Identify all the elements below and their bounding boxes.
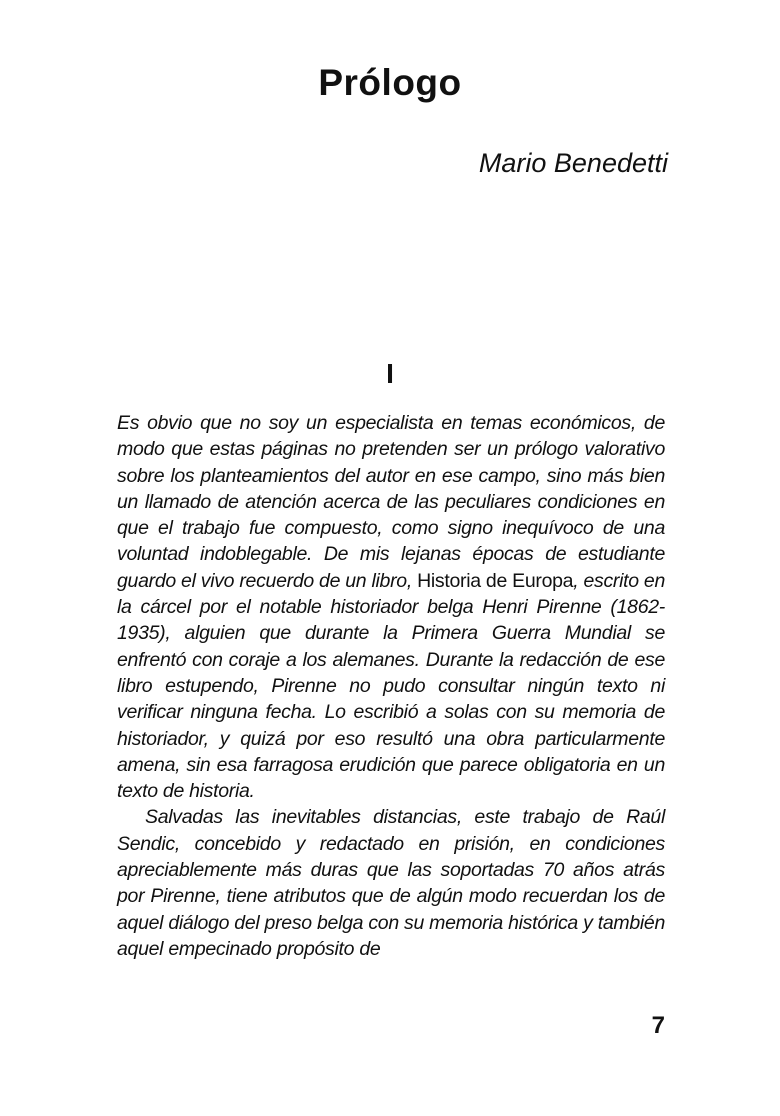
body-text	[117, 410, 665, 962]
paragraph-1-after: , escrito en la cárcel por el notable historiador belga Henri Pirenne (1862-1935), alguien que durante la Primera Guerra Mundial se enfrentó con coraje a los alemanes. Durante la redacción de ese libro estupendo, Pirenne no pudo consultar ningún texto ni verificar ninguna fecha. Lo escribió a solas con su memoria de historiador, y quizá por eso resultó una obra particularmente amena, sin esa farragosa erudición que parece obligatoria en un texto de historia.	[117, 569, 665, 803]
section-number: I	[386, 358, 394, 389]
book-title-reference: Historia de Europa	[417, 569, 574, 592]
author-name: Mario Benedetti	[478, 148, 668, 178]
chapter-title: Prólogo	[318, 62, 462, 103]
page-number: 7	[651, 1012, 665, 1039]
paragraph-2: Salvadas las inevitables distancias, este trabajo de Raúl Sendic, concebido y redactado en prisión, en condiciones apreciablemente más duras que las soportadas 70 años atrás por Pirenne, tiene atributos que de algún modo recuerdan los de aquel diálogo del preso belga con su memoria histórica y también aquel empecinado propósito de	[117, 806, 665, 960]
paragraph-1	[117, 410, 665, 804]
paragraph-1-before: Es obvio que no soy un especialista en temas económicos, de modo que estas páginas no pretenden ser un prólogo valorativo sobre los planteamientos del autor en ese campo, sino más bien un llamado de atención acerca de las peculiares condiciones en que el trabajo fue compuesto, como signo inequívoco de una voluntad indoblegable. De mis lejanas épocas de estudiante guardo el vivo recuerdo de un libro,	[117, 412, 665, 592]
